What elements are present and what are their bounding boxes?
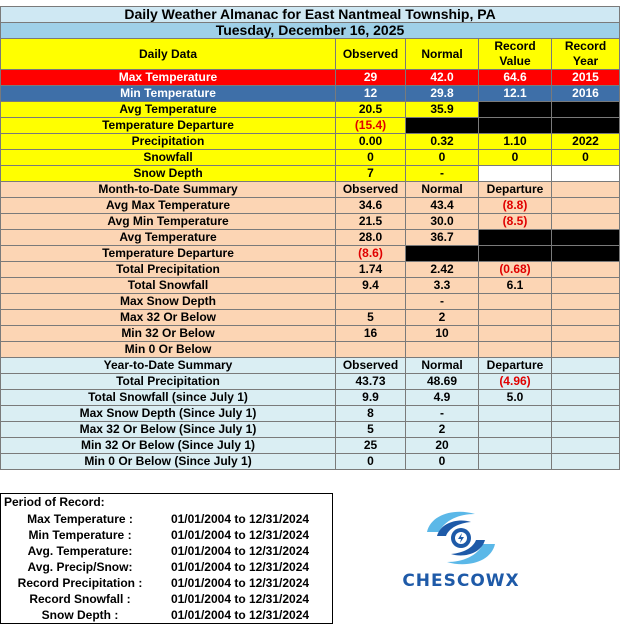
observed-value: 25 bbox=[336, 438, 406, 454]
blank-cell bbox=[479, 422, 552, 438]
ytd-header-label: Year-to-Date Summary bbox=[1, 358, 336, 374]
blank-cell bbox=[552, 166, 620, 182]
blank-cell bbox=[479, 246, 552, 262]
blank-cell bbox=[406, 342, 479, 358]
row-label: Precipitation bbox=[1, 134, 336, 150]
daily-header-record-year: Record Year bbox=[552, 39, 620, 70]
por-label: Max Temperature : bbox=[27, 512, 133, 526]
por-label: Record Snowfall : bbox=[29, 592, 131, 606]
mtd-row-avg-temperature bbox=[1, 230, 620, 246]
daily-row-snowfall bbox=[1, 150, 620, 166]
blank-cell bbox=[552, 118, 620, 134]
daily-header-record-value: Record Value bbox=[479, 39, 552, 70]
ytd-row-total-snowfall bbox=[1, 390, 620, 406]
page-title: Daily Weather Almanac for East Nantmeal Township, PA bbox=[1, 7, 620, 23]
observed-value: 16 bbox=[336, 326, 406, 342]
departure-value: (0.68) bbox=[479, 262, 552, 278]
blank-cell bbox=[479, 166, 552, 182]
row-label: Min 32 Or Below bbox=[1, 326, 336, 342]
ytd-header-departure: Departure bbox=[479, 358, 552, 374]
period-of-record-box bbox=[0, 493, 333, 624]
row-label: Min 32 Or Below (Since July 1) bbox=[1, 438, 336, 454]
blank-cell bbox=[479, 406, 552, 422]
record-year: 2015 bbox=[552, 70, 620, 86]
ytd-row-min-32-or-below bbox=[1, 438, 620, 454]
mtd-header-row bbox=[1, 182, 620, 198]
daily-row-temperature-departure bbox=[1, 118, 620, 134]
row-label: Max Temperature bbox=[1, 70, 336, 86]
daily-row-min-temperature bbox=[1, 86, 620, 102]
blank-cell bbox=[552, 198, 620, 214]
normal-value: 43.4 bbox=[406, 198, 479, 214]
title-row bbox=[1, 7, 620, 23]
por-range: 01/01/2004 to 12/31/2024 bbox=[170, 560, 310, 574]
por-label: Avg. Precip/Snow: bbox=[27, 560, 133, 574]
mtd-header-departure: Departure bbox=[479, 182, 552, 198]
por-range: 01/01/2004 to 12/31/2024 bbox=[170, 544, 310, 558]
mtd-row-min-32-or-below bbox=[1, 326, 620, 342]
departure-value: 5.0 bbox=[479, 390, 552, 406]
por-row-max-temperature bbox=[1, 511, 332, 527]
normal-value: 4.9 bbox=[406, 390, 479, 406]
observed-value: 28.0 bbox=[336, 230, 406, 246]
ytd-row-total-precipitation bbox=[1, 374, 620, 390]
record-year: 2022 bbox=[552, 134, 620, 150]
observed-value: 0 bbox=[336, 150, 406, 166]
por-range: 01/01/2004 to 12/31/2024 bbox=[170, 512, 310, 526]
blank-cell bbox=[479, 342, 552, 358]
mtd-row-max-snow-depth bbox=[1, 294, 620, 310]
departure-value: 6.1 bbox=[479, 278, 552, 294]
ytd-header-observed: Observed bbox=[336, 358, 406, 374]
blank-cell bbox=[479, 454, 552, 470]
mtd-row-min-0-or-below bbox=[1, 342, 620, 358]
normal-value: 2.42 bbox=[406, 262, 479, 278]
por-range: 01/01/2004 to 12/31/2024 bbox=[170, 576, 310, 590]
record-value: 12.1 bbox=[479, 86, 552, 102]
normal-value: 35.9 bbox=[406, 102, 479, 118]
blank-cell bbox=[552, 342, 620, 358]
row-label: Temperature Departure bbox=[1, 246, 336, 262]
row-label: Max 32 Or Below (Since July 1) bbox=[1, 422, 336, 438]
normal-value: 2 bbox=[406, 310, 479, 326]
record-value: 1.10 bbox=[479, 134, 552, 150]
observed-value: 29 bbox=[336, 70, 406, 86]
row-label: Max Snow Depth (Since July 1) bbox=[1, 406, 336, 422]
blank-cell bbox=[552, 262, 620, 278]
daily-row-snow-depth bbox=[1, 166, 620, 182]
por-row-avg-precip-snow bbox=[1, 559, 332, 575]
blank-cell bbox=[479, 310, 552, 326]
period-of-record-title: Period of Record: bbox=[4, 495, 105, 509]
normal-value: 48.69 bbox=[406, 374, 479, 390]
observed-value: 0.00 bbox=[336, 134, 406, 150]
observed-value: 1.74 bbox=[336, 262, 406, 278]
logo-text: CHESCOWX bbox=[402, 571, 520, 591]
blank-cell bbox=[336, 342, 406, 358]
chescowx-logo bbox=[373, 507, 549, 597]
blank-cell bbox=[552, 294, 620, 310]
observed-value: (8.6) bbox=[336, 246, 406, 262]
por-row-min-temperature bbox=[1, 527, 332, 543]
por-label: Record Precipitation : bbox=[17, 576, 143, 590]
observed-value: (15.4) bbox=[336, 118, 406, 134]
por-label: Min Temperature : bbox=[28, 528, 132, 542]
ytd-header-row bbox=[1, 358, 620, 374]
ytd-row-max-32-or-below bbox=[1, 422, 620, 438]
observed-value: 5 bbox=[336, 310, 406, 326]
por-range: 01/01/2004 to 12/31/2024 bbox=[170, 608, 310, 622]
normal-value: 20 bbox=[406, 438, 479, 454]
page-date: Tuesday, December 16, 2025 bbox=[1, 23, 620, 39]
normal-value: 42.0 bbox=[406, 70, 479, 86]
row-label: Total Precipitation bbox=[1, 374, 336, 390]
observed-value: 9.9 bbox=[336, 390, 406, 406]
row-label: Avg Max Temperature bbox=[1, 198, 336, 214]
mtd-row-max-32-or-below bbox=[1, 310, 620, 326]
blank-cell bbox=[552, 358, 620, 374]
por-row-snow-depth bbox=[1, 607, 332, 623]
departure-value: (8.5) bbox=[479, 214, 552, 230]
daily-header-normal: Normal bbox=[406, 39, 479, 70]
row-label: Max 32 Or Below bbox=[1, 310, 336, 326]
normal-value: 29.8 bbox=[406, 86, 479, 102]
observed-value: 12 bbox=[336, 86, 406, 102]
daily-row-precipitation bbox=[1, 134, 620, 150]
normal-value: - bbox=[406, 166, 479, 182]
daily-header-label: Daily Data bbox=[1, 39, 336, 70]
observed-value: 8 bbox=[336, 406, 406, 422]
por-label: Snow Depth : bbox=[41, 608, 119, 622]
observed-value: 9.4 bbox=[336, 278, 406, 294]
row-label: Min Temperature bbox=[1, 86, 336, 102]
daily-header-row bbox=[1, 39, 620, 70]
row-label: Snow Depth bbox=[1, 166, 336, 182]
normal-value: 0 bbox=[406, 150, 479, 166]
normal-value: 0.32 bbox=[406, 134, 479, 150]
normal-value: 36.7 bbox=[406, 230, 479, 246]
mtd-row-avg-min-temperature bbox=[1, 214, 620, 230]
blank-cell bbox=[552, 102, 620, 118]
blank-cell bbox=[552, 390, 620, 406]
blank-cell bbox=[552, 438, 620, 454]
blank-cell bbox=[552, 230, 620, 246]
record-value: 64.6 bbox=[479, 70, 552, 86]
mtd-header-normal: Normal bbox=[406, 182, 479, 198]
normal-value: 2 bbox=[406, 422, 479, 438]
mtd-row-temperature-departure bbox=[1, 246, 620, 262]
blank-cell bbox=[552, 246, 620, 262]
record-year: 2016 bbox=[552, 86, 620, 102]
ytd-row-max-snow-depth bbox=[1, 406, 620, 422]
normal-value: 10 bbox=[406, 326, 479, 342]
mtd-row-avg-max-temperature bbox=[1, 198, 620, 214]
row-label: Temperature Departure bbox=[1, 118, 336, 134]
hurricane-icon bbox=[373, 507, 549, 571]
mtd-row-total-precipitation bbox=[1, 262, 620, 278]
observed-value: 7 bbox=[336, 166, 406, 182]
blank-cell bbox=[406, 246, 479, 262]
row-label: Avg Min Temperature bbox=[1, 214, 336, 230]
row-label: Min 0 Or Below bbox=[1, 342, 336, 358]
normal-value: 3.3 bbox=[406, 278, 479, 294]
blank-cell bbox=[479, 118, 552, 134]
blank-cell bbox=[479, 230, 552, 246]
departure-value: (4.96) bbox=[479, 374, 552, 390]
blank-cell bbox=[552, 374, 620, 390]
almanac-table bbox=[0, 6, 620, 470]
record-value: 0 bbox=[479, 150, 552, 166]
por-label: Avg. Temperature: bbox=[27, 544, 133, 558]
mtd-header-observed: Observed bbox=[336, 182, 406, 198]
row-label: Total Snowfall (since July 1) bbox=[1, 390, 336, 406]
por-range: 01/01/2004 to 12/31/2024 bbox=[170, 528, 310, 542]
blank-cell bbox=[552, 214, 620, 230]
row-label: Min 0 Or Below (Since July 1) bbox=[1, 454, 336, 470]
ytd-header-normal: Normal bbox=[406, 358, 479, 374]
blank-cell bbox=[552, 406, 620, 422]
mtd-row-total-snowfall bbox=[1, 278, 620, 294]
row-label: Total Precipitation bbox=[1, 262, 336, 278]
observed-value: 43.73 bbox=[336, 374, 406, 390]
row-label: Max Snow Depth bbox=[1, 294, 336, 310]
row-label: Avg Temperature bbox=[1, 102, 336, 118]
daily-row-max-temperature bbox=[1, 70, 620, 86]
por-row-avg-temperature bbox=[1, 543, 332, 559]
ytd-row-min-0-or-below bbox=[1, 454, 620, 470]
por-range: 01/01/2004 to 12/31/2024 bbox=[170, 592, 310, 606]
blank-cell bbox=[406, 118, 479, 134]
por-row-record-snowfall bbox=[1, 591, 332, 607]
daily-header-observed: Observed bbox=[336, 39, 406, 70]
departure-value: (8.8) bbox=[479, 198, 552, 214]
observed-value: 20.5 bbox=[336, 102, 406, 118]
date-row bbox=[1, 23, 620, 39]
normal-value: 0 bbox=[406, 454, 479, 470]
observed-value: 5 bbox=[336, 422, 406, 438]
observed-value bbox=[336, 294, 406, 310]
normal-value: - bbox=[406, 294, 479, 310]
blank-cell bbox=[552, 278, 620, 294]
blank-cell bbox=[552, 182, 620, 198]
normal-value: - bbox=[406, 406, 479, 422]
blank-cell bbox=[552, 422, 620, 438]
normal-value: 30.0 bbox=[406, 214, 479, 230]
observed-value: 0 bbox=[336, 454, 406, 470]
blank-cell bbox=[552, 454, 620, 470]
blank-cell bbox=[479, 326, 552, 342]
blank-cell bbox=[552, 310, 620, 326]
blank-cell bbox=[552, 326, 620, 342]
observed-value: 34.6 bbox=[336, 198, 406, 214]
daily-row-avg-temperature bbox=[1, 102, 620, 118]
row-label: Total Snowfall bbox=[1, 278, 336, 294]
por-row-record-precipitation bbox=[1, 575, 332, 591]
blank-cell bbox=[479, 294, 552, 310]
blank-cell bbox=[479, 438, 552, 454]
mtd-header-label: Month-to-Date Summary bbox=[1, 182, 336, 198]
blank-cell bbox=[479, 102, 552, 118]
row-label: Snowfall bbox=[1, 150, 336, 166]
row-label: Avg Temperature bbox=[1, 230, 336, 246]
record-year: 0 bbox=[552, 150, 620, 166]
observed-value: 21.5 bbox=[336, 214, 406, 230]
